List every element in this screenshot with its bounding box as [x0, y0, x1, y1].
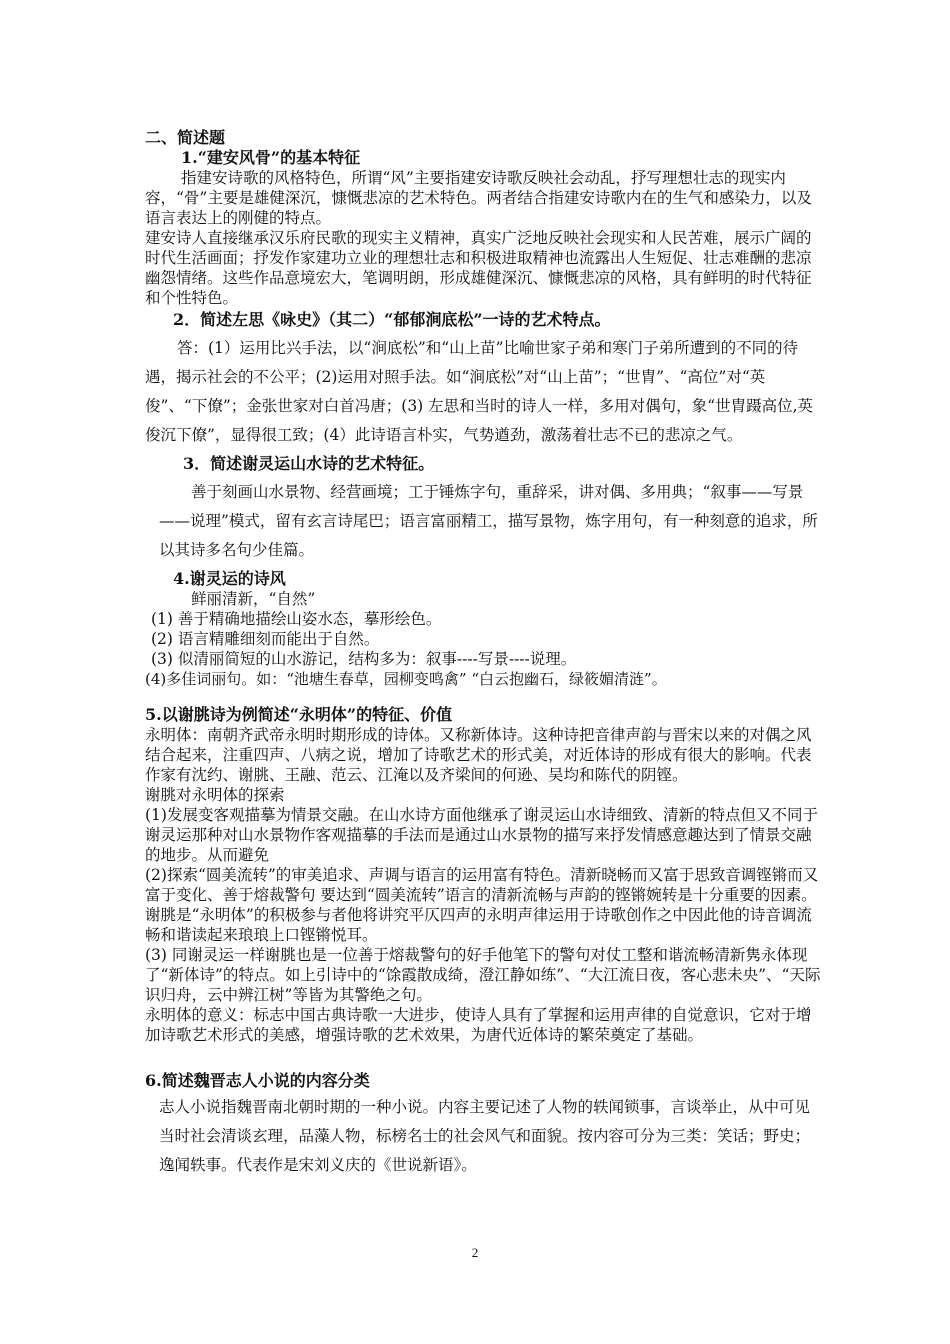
- q1-para1: 指建安诗歌的风格特色，所谓“风”主要指建安诗歌反映社会动乱，抒写理想壮志的现实内容，“骨”主要是雄健深沉，慷慨悲凉的艺术特色。两者结合指建安诗歌内在的生气和感染力，以及语言表达上的刚健的特点。: [145, 169, 812, 227]
- section-title: 二、简述题: [145, 128, 226, 147]
- q3-title: 3．简述谢灵运山水诗的艺术特征。: [183, 454, 435, 473]
- q4-item-2: (2) 语言精雕细刻而能出于自然。: [151, 630, 380, 648]
- q2-answer: 答：(1）运用比兴手法，以“涧底松”和“山上苗”比喻世家子弟和寒门子弟所遭到的不同的待遇，揭示社会的不公平；(2)运用对照手法。如“涧底松”对“山上苗”；“世胄”、“高位”对“英俊”、“下僚”；金张世家对白首冯唐；(3) 左思和当时的诗人一样，多用对偶句，象“世胄蹑高位,英俊沉下僚”，显得很工致；(4）此诗语言朴实，气势遒劲，激荡着壮志不已的悲凉之气。: [145, 339, 814, 444]
- q4-lead: 鲜丽清新，“自然”: [191, 590, 316, 608]
- q6-title: 6.简述魏晋志人小说的内容分类: [145, 1071, 370, 1090]
- q5-title: 5.以谢朓诗为例简述“永明体”的特征、价值: [145, 705, 453, 724]
- q5-sub: 谢朓对永明体的探索: [145, 786, 285, 804]
- q1-para2: 建安诗人直接继承汉乐府民歌的现实主义精神，真实广泛地反映社会现实和人民苦难，展示广阔的时代生活画面；抒发作家建功立业的理想壮志和积极进取精神也流露出人生短促、壮志难酬的悲凉幽怨情绪。这些作品意境宏大，笔调明朗，形成雄健深沉、慷慨悲凉的风格，具有鲜明的时代特征和个性特色。: [145, 229, 812, 307]
- q5-significance: 永明体的意义：标志中国古典诗歌一大进步，使诗人具有了掌握和运用声律的自觉意识，它对于增加诗歌艺术形式的美感，增强诗歌的艺术效果，为唐代近体诗的繁荣奠定了基础。: [145, 1006, 812, 1044]
- q1-title: 1.“建安风骨”的基本特征: [181, 148, 361, 167]
- page-content: [145, 128, 825, 1180]
- page-number: 2: [471, 1245, 479, 1260]
- q2-title: 2．简述左思《咏史》（其二）“郁郁涧底松”一诗的艺术特点。: [173, 310, 611, 329]
- q5-intro: 永明体：南朝齐武帝永明时期形成的诗体。又称新体诗。这种诗把音律声韵与晋宋以来的对偶之风结合起来，注重四声、八病之说，增加了诗歌艺术的形式美，对近体诗的形成有很大的影响。代表作家有沈约、谢朓、王融、范云、江淹以及齐梁间的何逊、吴均和陈代的阴铿。: [145, 726, 812, 784]
- q5-p2: (2)探索“圆美流转”的审美追求、声调与语言的运用富有特色。清新晓畅而又富于思致音调铿锵而又富于变化、善于熔裁警句 要达到“圆美流转”语言的清新流畅与声韵的铿锵婉转是十分重要的因素。谢朓是“永明体”的积极参与者他将讲究平仄四声的永明声律运用于诗歌创作之中因此他的诗音调流畅和谐读起来琅琅上口铿锵悦耳。: [145, 866, 819, 944]
- q4-item-4: (4)多佳词丽句。如：“池塘生春草，园柳变鸣禽” “白云抱幽石，绿筱媚清涟”。: [145, 670, 667, 688]
- q6-para: 志人小说指魏晋南北朝时期的一种小说。内容主要记述了人物的轶闻锁事，言谈举止，从中可见当时社会清谈玄理，品藻人物，标榜名士的社会风气和面貌。按内容可分为三类：笑话；野史；逸闻轶事。代表作是宋刘义庆的《世说新语》。: [159, 1098, 811, 1174]
- q5-p3: (3) 同谢灵运一样谢朓也是一位善于熔裁警句的好手他笔下的警句对仗工整和谐流畅清新隽永体现了“新体诗”的特点。如上引诗中的“馀霞散成绮，澄江静如练”、“大江流日夜，客心悲未央”、“天际识归舟，云中辨江树”等皆为其警绝之句。: [145, 946, 821, 1004]
- q4-item-3: (3) 似清丽简短的山水游记，结构多为：叙事----写景----说理。: [151, 650, 577, 668]
- q3-para: 善于刻画山水景物、经营画境；工于锤炼字句，重辞采，讲对偶、多用典；“叙事——写景——说理”模式，留有玄言诗尾巴；语言富丽精工，描写景物，炼字用句，有一种刻意的追求，所以其诗多名句少佳篇。: [159, 483, 818, 559]
- q4-title: 4.谢灵运的诗风: [173, 569, 286, 588]
- q4-item-1: (1) 善于精确地描绘山姿水态，摹形绘色。: [151, 610, 442, 628]
- q5-p1: (1)发展变客观描摹为情景交融。在山水诗方面他继承了谢灵运山水诗细致、清新的特点但又不同于谢灵运那种对山水景物作客观描摹的手法而是通过山水景物的描写来抒发情感意趣达到了情景交融的地步。从而避免: [145, 806, 818, 864]
